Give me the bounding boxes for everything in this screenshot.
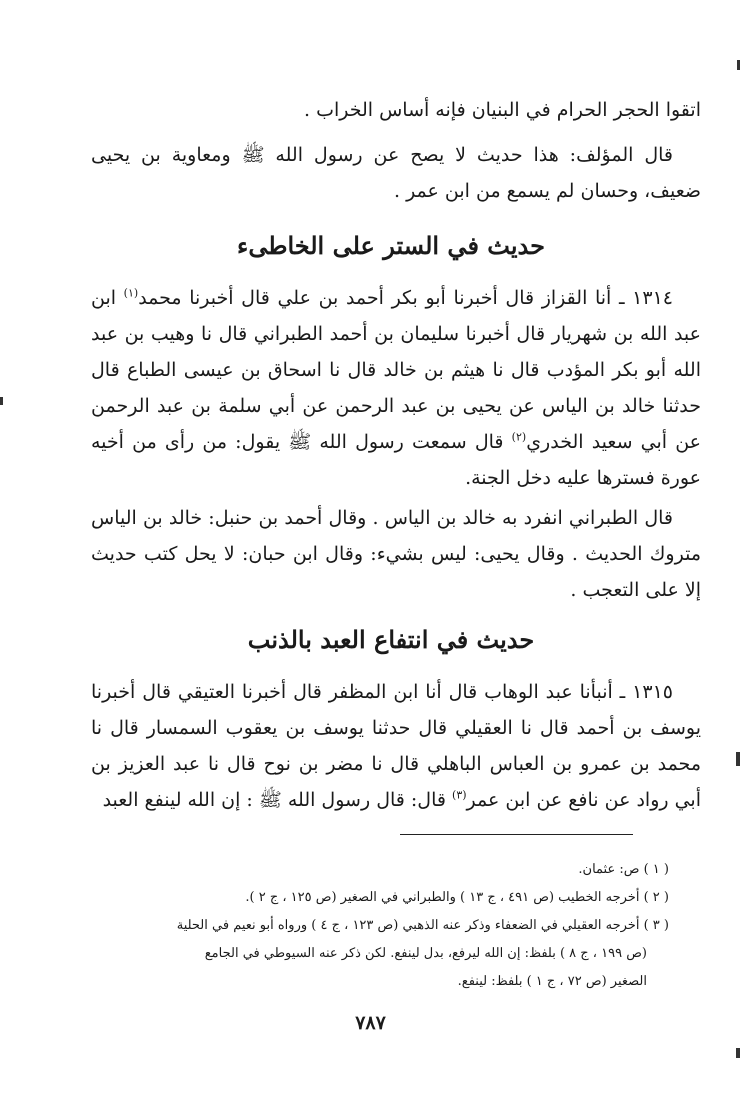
- scan-edge-mark: [736, 752, 740, 766]
- scan-edge-mark: [737, 60, 740, 70]
- hadith-1315: [91, 674, 701, 818]
- hadith-1315-text: [91, 674, 701, 818]
- hadith-1314-part-a: ١٣١٤ ـ أنا القزاز قال أخبرنا أبو بكر أحمد بن علي قال أخبرنا محمد: [138, 287, 673, 309]
- author-note-2: [91, 500, 701, 608]
- continuation-line: اتقوا الحجر الحرام في البنيان فإنه أساس الخراب .: [303, 99, 701, 121]
- footnote-3-cont-1: (ص ١٩٩ ، ج ٨ ) بلفظ: إن الله ليرفع، بدل لينفع. لكن ذكر عنه السيوطي في الجامع: [204, 946, 647, 961]
- footnote-2: ( ٢ ) أخرجه الخطيب (ص ٤٩١ ، ج ١٣ ) والطبراني في الصغير (ص ١٢٥ ، ج ٢ ).: [245, 890, 669, 905]
- scan-edge-mark: [0, 397, 3, 405]
- author-note-2-text: قال الطبراني انفرد به خالد بن الياس . وقال أحمد بن حنبل: خالد بن الياس متروك الحديث . وقال يحيى: ليس بشيء: وقال ابن حبان: لا يحل كتب حديث إلا على التعجب .: [91, 507, 701, 601]
- footnote-ref-3: (٣): [452, 788, 467, 802]
- hadith-1314-part-b: ابن عبد الله بن شهريار قال أخبرنا سليمان بن أحمد الطبراني قال نا وهيب بن عبد الله أبو بكر المؤدب قال نا هيثم بن خالد قال نا اسحاق بن عيسى الطباع قال حدثنا خالد بن الياس عن يحيى بن عبد الرحمن عن أبي سلمة بن عبد الرحمن عن أبي سعيد الخدري: [91, 287, 702, 453]
- footnote-ref-1: (١): [123, 286, 139, 300]
- section-heading-benefit: حديث في انتفاع العبد بالذنب: [247, 625, 535, 654]
- footnote-ref-2: (٢): [511, 430, 527, 444]
- hadith-1315-part-a: ١٣١٥ ـ أنبأنا عبد الوهاب قال أنا ابن المظفر قال أخبرنا العتيقي قال أخبرنا يوسف بن أحمد قال نا العقيلي قال حدثنا يوسف بن يعقوب السمسار قال نا محمد بن عمرو بن العباس الباهلي قال نا مضر بن نوح قال نا عبد العزيز بن أبي رواد عن نافع عن ابن عمر: [91, 681, 701, 811]
- hadith-1315-part-b: قال: قال رسول الله ﷺ : إن الله لينفع العبد: [102, 789, 453, 811]
- footnotes: [79, 856, 669, 996]
- page-number: ٧٨٧: [355, 1012, 386, 1034]
- scan-edge-mark: [736, 1048, 740, 1058]
- footnote-1: ( ١ ) ص: عثمان.: [578, 862, 669, 877]
- hadith-1314: [91, 280, 701, 496]
- footnote-3: ( ٣ ) أخرجه العقيلي في الضعفاء وذكر عنه الذهبي (ص ١٢٣ ، ج ٤ ) ورواه أبو نعيم في الحلية: [176, 918, 669, 933]
- footnote-separator: [400, 834, 633, 835]
- footnote-3-cont-2: الصغير (ص ٧٢ ، ج ١ ) بلفظ: لينفع.: [457, 974, 647, 989]
- author-note-1: [91, 137, 701, 209]
- section-heading-concealment: حديث في الستر على الخاطىء: [237, 231, 545, 260]
- author-note-1-text: قال المؤلف: هذا حديث لا يصح عن رسول الله ﷺ ومعاوية بن يحيى ضعيف، وحسان لم يسمع من ابن عمر .: [91, 144, 701, 202]
- hadith-1314-part-c: قال سمعت رسول الله ﷺ يقول: من رأى من أخيه عورة فسترها عليه دخل الجنة.: [91, 431, 701, 489]
- hadith-1314-text: [91, 280, 701, 496]
- continuation-text: [91, 92, 701, 128]
